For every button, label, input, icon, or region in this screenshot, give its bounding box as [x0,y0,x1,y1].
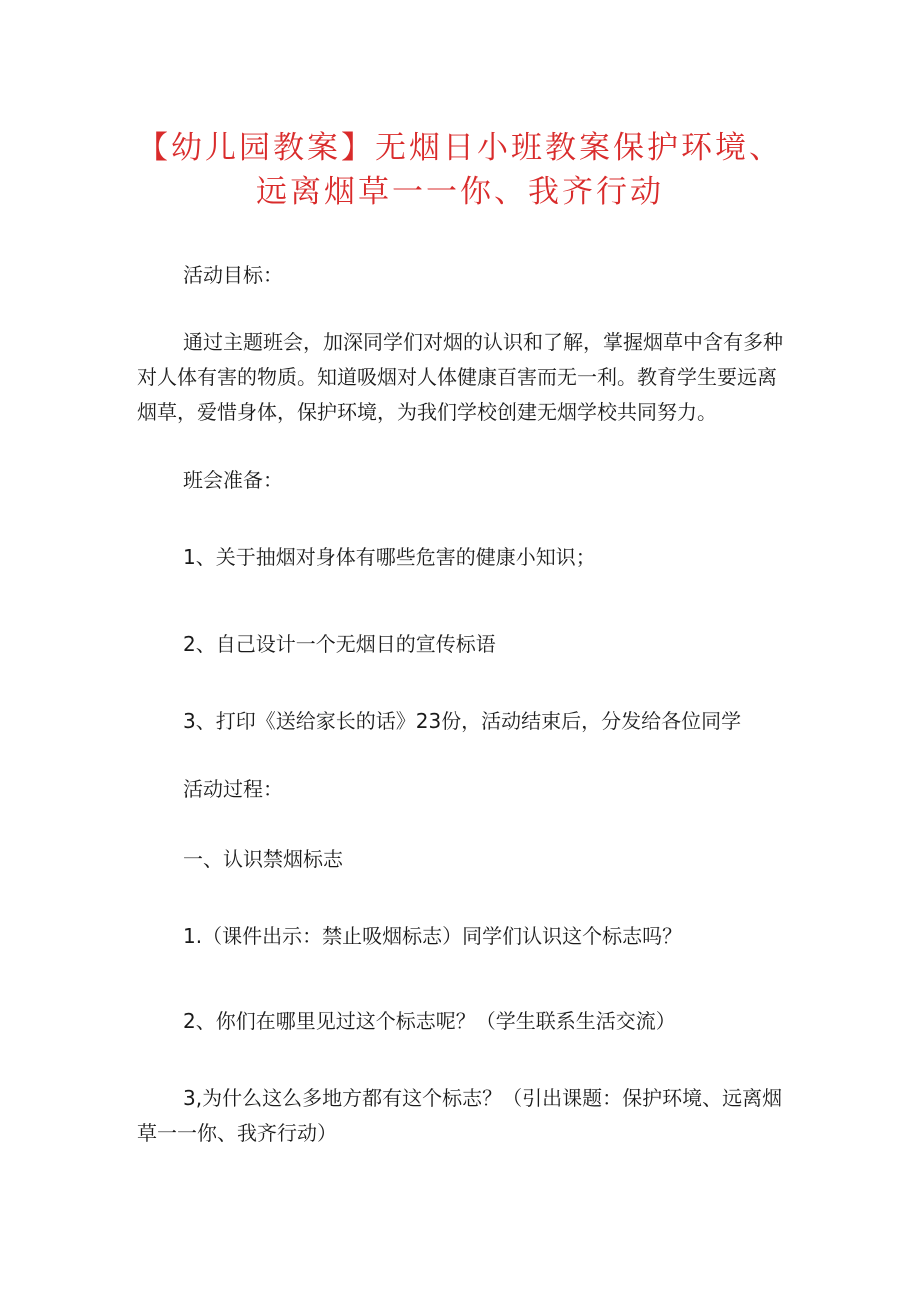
document-title-line-1: 【幼儿园教案】无烟日小班教案保护环境、 [137,130,783,166]
process-step-1: 1.（课件出示：禁止吸烟标志）同学们认识这个标志吗？ [183,924,683,948]
process-part-1: 一、认识禁烟标志 [183,847,343,871]
process-step-3: 3,为什么这么多地方都有这个标志？（引出课题：保护环境、远离烟草一一你、我齐行动） [137,1086,783,1145]
goal-heading: 活动目标： [183,263,283,287]
document-title-line-2: 远离烟草一一你、我齐行动 [256,174,664,210]
prep-item-3: 3、打印《送给家长的话》23份，活动结束后，分发给各位同学 [183,709,742,733]
prep-item-1: 1、关于抽烟对身体有哪些危害的健康小知识； [183,545,596,569]
process-step-2: 2、你们在哪里见过这个标志呢？（学生联系生活交流） [183,1009,676,1033]
process-heading: 活动过程： [183,777,283,801]
prep-heading: 班会准备： [183,468,283,492]
goal-paragraph: 通过主题班会，加深同学们对烟的认识和了解，掌握烟草中含有多种对人体有害的物质。知道吸烟对人体健康百害而无一利。教育学生要远离烟草，爱惜身体，保护环境，为我们学校创建无烟学校共同努力。 [137,330,783,424]
prep-item-2: 2、自己设计一个无烟日的宣传标语 [183,632,496,656]
